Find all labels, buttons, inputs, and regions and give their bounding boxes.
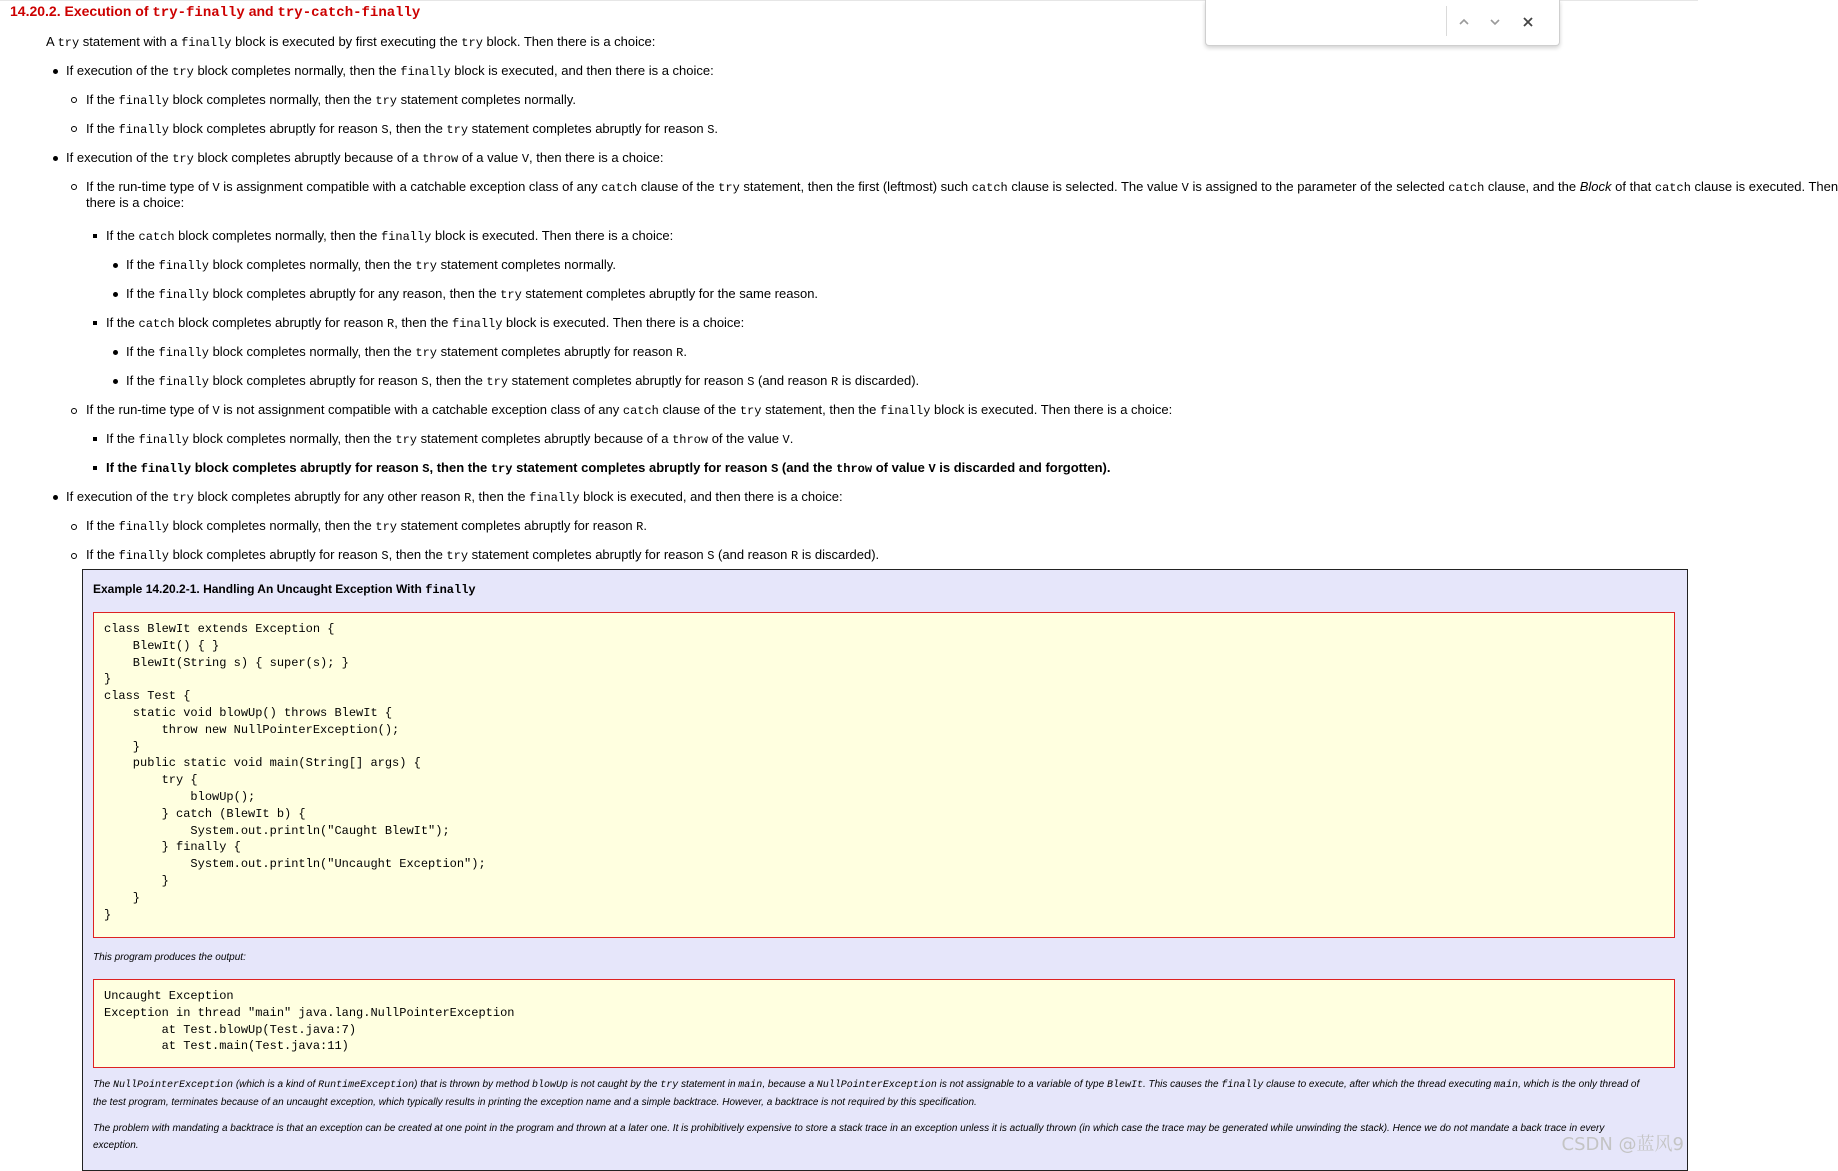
output-block — [93, 979, 1675, 1068]
text-segment: is discarded and forgotten). — [935, 460, 1111, 475]
text-segment: block completes abruptly because of a — [193, 150, 423, 165]
title-code-try-finally: try-finally — [152, 5, 245, 21]
list-item-catch-abrupt-finally-abrupt — [126, 373, 919, 390]
text-segment: block is executed. Then there is a choice: — [431, 228, 674, 243]
inline-code: try — [375, 520, 397, 534]
find-bar — [1205, 0, 1560, 46]
inline-code: catch — [622, 404, 659, 418]
inline-code: S — [422, 462, 430, 476]
text-segment: (and the — [778, 460, 837, 475]
text-segment: block completes abruptly for any other reason — [193, 489, 465, 504]
explanation-line: the test program, terminates because of an uncaught exception, which typically results in printing the exception name and a simple backtrace. However, a backtrace is not required by this specification. — [93, 1097, 977, 1108]
inline-code: S — [771, 462, 779, 476]
list-item-assignment-compatible-cont: there is a choice: — [86, 195, 185, 210]
list-item-catch-normal — [106, 228, 673, 245]
text-segment: block completes normally, then the — [208, 344, 416, 359]
text-segment: If the run-time type of — [86, 179, 213, 194]
inline-code: S — [381, 549, 389, 563]
text-segment: If the — [126, 257, 159, 272]
list-item-other-finally-normal — [86, 518, 647, 535]
inline-code: NullPointerException — [113, 1080, 234, 1091]
text-segment: statement completes abruptly for the same reason. — [521, 286, 819, 301]
bullet-disc-icon — [113, 379, 118, 384]
text-segment: If the — [86, 121, 119, 136]
text-segment: block completes normally, then the — [174, 228, 381, 243]
inline-code: finally — [400, 65, 451, 79]
inline-code: finally — [158, 346, 209, 360]
close-icon — [1521, 15, 1535, 29]
find-input-wrap — [1214, 8, 1644, 25]
text-segment: clause to execute, after which the thread executing — [1263, 1079, 1495, 1090]
inline-code: catch — [971, 181, 1008, 195]
text-segment: . — [683, 344, 687, 359]
inline-code: V — [521, 152, 530, 166]
list-item-other-finally-abrupt — [86, 547, 879, 564]
inline-code: finally — [181, 36, 232, 50]
text-segment: , then the — [388, 121, 447, 136]
text-segment: clause is selected. The value — [1007, 179, 1182, 194]
text-segment: If the — [126, 286, 159, 301]
bullet-disc-icon — [113, 263, 118, 268]
inline-code: finally — [140, 462, 192, 476]
text-segment: of that — [1611, 179, 1655, 194]
inline-code: S — [381, 123, 389, 137]
output-intro: This program produces the output: — [93, 952, 246, 963]
text-segment: , then the — [428, 373, 487, 388]
inline-code: finally — [158, 259, 209, 273]
inline-code: try — [500, 288, 522, 302]
text-segment: statement, then the — [761, 402, 880, 417]
chevron-down-icon — [1488, 15, 1502, 29]
list-item-uncaught-finally-normal — [106, 431, 793, 448]
text-segment: (and reason — [754, 373, 832, 388]
text-segment: statement completes abruptly for reason — [468, 547, 708, 562]
text-segment: If the — [106, 460, 141, 475]
inline-code: V — [212, 181, 220, 195]
inline-code: finally — [452, 317, 503, 331]
inline-code: try — [172, 152, 194, 166]
inline-code: S — [707, 549, 715, 563]
inline-code: R — [386, 317, 395, 331]
bullet-circle-icon — [71, 97, 77, 103]
bullet-disc-icon — [113, 292, 118, 297]
list-item-try-throw — [66, 150, 663, 167]
example-title: Example 14.20.2-1. Handling An Uncaught Exception With finally — [93, 582, 476, 597]
text-segment: , then the — [388, 547, 447, 562]
text-segment: clause of the — [658, 402, 740, 417]
text-segment: , then the — [471, 489, 530, 504]
text-segment: is assignment compatible with a catchable exception class of any — [219, 179, 602, 194]
inline-code: V — [928, 462, 936, 476]
list-item-uncaught-finally-abrupt — [106, 460, 1110, 477]
text-segment: statement completes normally. — [396, 92, 576, 107]
bullet-square-icon — [93, 234, 97, 238]
inline-code: V — [1181, 181, 1189, 195]
text-segment: A — [46, 34, 58, 49]
text-segment: If the run-time type of — [86, 402, 213, 417]
text-segment: Block — [1579, 179, 1612, 194]
inline-code: R — [636, 520, 644, 534]
text-segment: is assigned to the parameter of the selected — [1188, 179, 1449, 194]
text-segment: If the — [86, 518, 119, 533]
text-segment: statement completes normally. — [436, 257, 616, 272]
inline-code: RuntimeException — [318, 1080, 415, 1091]
list-item-catch-abrupt-finally-normal — [126, 344, 687, 361]
inline-code: R — [791, 549, 799, 563]
inline-code: R — [676, 346, 684, 360]
inline-code: finally — [118, 123, 169, 137]
text-segment: clause is executed. Then — [1690, 179, 1838, 194]
text-segment: . This causes the — [1142, 1079, 1222, 1090]
text-segment: is discarded). — [798, 547, 880, 562]
intro-paragraph — [46, 34, 655, 51]
text-segment: , then the — [394, 315, 453, 330]
inline-code: R — [464, 491, 472, 505]
inline-code: try — [660, 1080, 679, 1091]
text-segment: is not assignable to a variable of type — [936, 1079, 1107, 1090]
inline-code: V — [782, 433, 790, 447]
text-segment: If the — [126, 373, 159, 388]
text-segment: block is executed by first executing the — [231, 34, 462, 49]
text-segment: If the — [86, 92, 119, 107]
inline-code: NullPointerException — [816, 1080, 937, 1091]
inline-code: finally — [158, 288, 209, 302]
inline-code: try — [172, 65, 194, 79]
inline-code: try — [57, 36, 80, 50]
inline-code: try — [415, 259, 437, 273]
bullet-square-icon — [93, 437, 97, 441]
find-previous-button[interactable] — [1452, 10, 1476, 34]
inline-code: finally — [138, 433, 189, 447]
text-segment: statement completes abruptly for reason — [512, 460, 772, 475]
text-segment: block is executed. Then there is a choice: — [930, 402, 1173, 417]
program-output: Uncaught Exception Exception in thread "main" java.lang.NullPointerException at Test.blowUp(Test.java:7) at Test.main(Test.java:11) — [104, 989, 515, 1054]
text-segment: If the — [126, 344, 159, 359]
list-item-catch-finally-normal — [126, 257, 616, 274]
text-segment: statement completes abruptly for reason — [508, 373, 748, 388]
text-segment: block completes normally, then the — [168, 92, 376, 107]
find-input[interactable] — [1214, 8, 1418, 25]
inline-code: try — [718, 181, 740, 195]
find-next-button[interactable] — [1483, 10, 1507, 34]
inline-code: try — [490, 462, 513, 476]
inline-code: finally — [118, 520, 169, 534]
text-segment: , which is the only thread of — [1518, 1079, 1640, 1090]
text-segment: block completes abruptly for any reason, then the — [208, 286, 501, 301]
text-segment: is discarded). — [838, 373, 920, 388]
text-segment: of value — [872, 460, 929, 475]
text-segment: block completes abruptly for reason — [174, 315, 387, 330]
list-item-try-other-abrupt — [66, 489, 843, 506]
example-box — [82, 569, 1688, 1171]
text-segment: statement in — [678, 1079, 739, 1090]
text-segment: If the — [106, 431, 139, 446]
text-segment: block is executed, and then there is a choice: — [450, 63, 714, 78]
inline-code: try — [415, 346, 437, 360]
list-item-assignment-compatible — [86, 179, 1838, 196]
text-segment: If execution of the — [66, 150, 173, 165]
text-segment: block completes abruptly for reason — [168, 121, 382, 136]
text-segment: block completes normally, then the — [193, 63, 401, 78]
bullet-square-icon — [93, 321, 97, 325]
explanation-line — [93, 1076, 1673, 1094]
title-text: Execution of — [64, 3, 149, 19]
inline-code: S — [747, 375, 755, 389]
bullet-circle-icon — [71, 184, 77, 190]
text-segment: block is executed. Then there is a choice: — [502, 315, 745, 330]
inline-code: catch — [1448, 181, 1485, 195]
inline-code: finally — [380, 230, 432, 244]
text-segment: (which is a kind of — [233, 1079, 319, 1090]
code-listing: class BlewIt extends Exception { BlewIt() { } BlewIt(String s) { super(s); } } class Test { static void blowUp() throws BlewIt { throw new NullPointerException(); } public static void main(String[] args) { try { blowUp(); } catch (BlewIt b) { System.out.println("Caught BlewIt"); } finally { System.out.println("Uncaught Exception"); } } } — [104, 622, 486, 922]
inline-code: try — [461, 36, 483, 50]
backtrace-line: The problem with mandating a backtrace is that an exception can be created at one point in the program and thrown at a later one. It is prohibitively expensive to store a stack trace in an exception unless it is actually thrown (in which case the trace may be generated while unwinding the stack). Hence we do not mandate a back trace in every — [93, 1123, 1605, 1134]
backtrace-paragraph — [93, 1120, 1673, 1154]
inline-code: finally — [118, 549, 169, 563]
text-segment: block completes abruptly for reason — [168, 547, 382, 562]
inline-code: finally — [118, 94, 169, 108]
inline-code: throw — [422, 152, 459, 166]
text-segment: The — [93, 1079, 114, 1090]
text-segment: , because a — [762, 1079, 817, 1090]
list-item-try-normal — [66, 63, 714, 80]
inline-code: main — [1494, 1080, 1519, 1091]
text-segment: block completes normally, then the — [168, 518, 376, 533]
find-divider — [1446, 6, 1447, 36]
text-segment: , then the — [429, 460, 491, 475]
list-item-catch-finally-abrupt — [126, 286, 818, 303]
inline-code: S — [707, 123, 715, 137]
inline-code: S — [421, 375, 429, 389]
inline-code: try — [446, 123, 469, 137]
text-segment: is not caught by the — [567, 1079, 661, 1090]
chevron-up-icon — [1457, 15, 1471, 29]
text-segment: block. Then there is a choice: — [482, 34, 656, 49]
inline-code: try — [739, 404, 762, 418]
text-segment: . — [643, 518, 647, 533]
text-segment: . — [714, 121, 719, 136]
inline-code: blowUp — [531, 1080, 568, 1091]
list-item-finally-abrupt — [86, 121, 718, 138]
bullet-disc-icon — [53, 156, 58, 161]
bullet-circle-icon — [71, 126, 77, 132]
inline-code: throw — [836, 462, 873, 476]
inline-code: try — [375, 94, 397, 108]
inline-code: try — [172, 491, 194, 505]
inline-code: catch — [138, 317, 175, 331]
inline-code: try — [395, 433, 417, 447]
backtrace-line: exception. — [93, 1140, 139, 1151]
text-segment: (and reason — [714, 547, 792, 562]
text-segment: block is executed, and then there is a choice: — [579, 489, 843, 504]
explanation-paragraph — [93, 1076, 1673, 1111]
text-segment: of a value — [458, 150, 522, 165]
find-close-button[interactable] — [1516, 10, 1540, 34]
text-segment: statement completes abruptly for reason — [468, 121, 708, 136]
text-segment: of the value — [708, 431, 783, 446]
bullet-circle-icon — [71, 408, 77, 414]
bullet-circle-icon — [71, 553, 77, 559]
section-title — [10, 3, 420, 21]
inline-code: finally — [879, 404, 931, 418]
text-segment: If execution of the — [66, 63, 173, 78]
inline-code: try — [446, 549, 469, 563]
inline-code: finally — [158, 375, 209, 389]
text-segment: , then there is a choice: — [529, 150, 664, 165]
text-segment: block completes normally, then the — [208, 257, 416, 272]
list-item-catch-abrupt — [106, 315, 744, 332]
bullet-disc-icon — [53, 69, 58, 74]
inline-code: BlewIt — [1106, 1080, 1143, 1091]
inline-code: finally — [529, 491, 580, 505]
text-segment: If the — [86, 547, 119, 562]
title-and: and — [248, 3, 274, 19]
text-segment: statement, then the first (leftmost) such — [739, 179, 972, 194]
text-segment: If the — [106, 315, 139, 330]
text-segment: If the — [106, 228, 139, 243]
text-segment: statement completes abruptly for reason — [436, 344, 677, 359]
title-code-try-catch-finally: try-catch-finally — [277, 5, 421, 21]
inline-code: finally — [1221, 1080, 1264, 1091]
text-segment: statement with a — [79, 34, 182, 49]
text-segment: clause, and the — [1484, 179, 1580, 194]
inline-code: V — [212, 404, 220, 418]
text-segment: statement completes abruptly for reason — [396, 518, 637, 533]
inline-code: throw — [672, 433, 709, 447]
text-segment: block completes abruptly for reason — [208, 373, 422, 388]
text-segment: If execution of the — [66, 489, 173, 504]
inline-code: catch — [1654, 181, 1691, 195]
bullet-disc-icon — [113, 350, 118, 355]
code-block — [93, 612, 1675, 938]
inline-code: try — [486, 375, 509, 389]
section-number: 14.20.2. — [10, 3, 61, 19]
inline-code: main — [738, 1080, 763, 1091]
text-segment: clause of the — [637, 179, 719, 194]
list-item-finally-normal — [86, 92, 576, 109]
text-segment: . — [789, 431, 794, 446]
text-segment: statement completes abruptly because of a — [416, 431, 673, 446]
inline-code: catch — [601, 181, 638, 195]
text-segment: is not assignment compatible with a catchable exception class of any — [219, 402, 623, 417]
text-segment: block completes normally, then the — [188, 431, 396, 446]
bullet-disc-icon — [53, 495, 58, 500]
list-item-not-assignment-compatible — [86, 402, 1172, 419]
inline-code: catch — [138, 230, 175, 244]
text-segment: block completes abruptly for reason — [191, 460, 423, 475]
bullet-square-icon — [93, 466, 97, 470]
bullet-circle-icon — [71, 524, 77, 530]
watermark: CSDN @蓝风9 — [1561, 1134, 1684, 1155]
text-segment: ) that is thrown by method — [414, 1079, 532, 1090]
inline-code: R — [831, 375, 839, 389]
